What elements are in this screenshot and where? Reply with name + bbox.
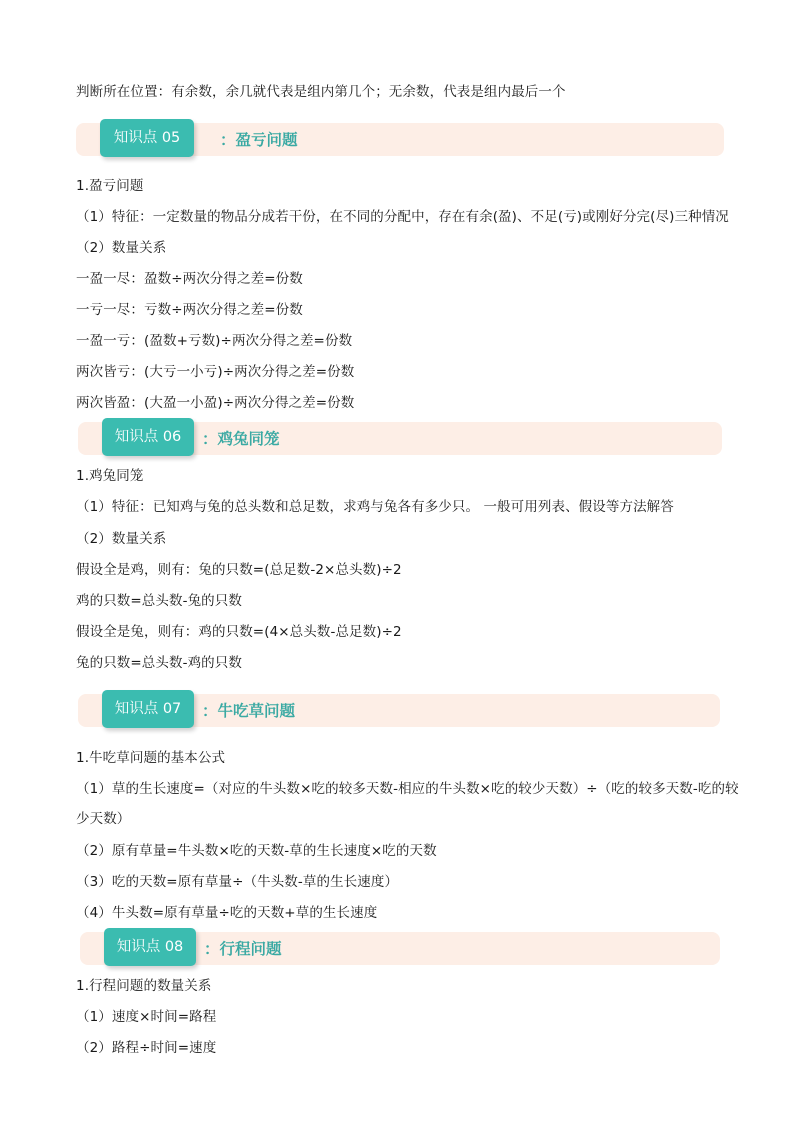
text-line: 1.盈亏问题	[76, 178, 144, 194]
text-line: （4）牛头数=原有草量÷吃的天数+草的生长速度	[76, 905, 378, 921]
section-header-08	[80, 932, 720, 965]
section-header-07	[78, 694, 720, 727]
text-line: 1.牛吃草问题的基本公式	[76, 750, 226, 766]
text-line: 少天数）	[76, 811, 131, 827]
text-line: （1）草的生长速度=（对应的牛头数×吃的较多天数-相应的牛头数×吃的较少天数）÷（吃的较多天数-吃的较	[76, 781, 739, 797]
text-line: 一亏一尽：亏数÷两次分得之差=份数	[76, 302, 303, 318]
text-line: （1）特征：已知鸡与兔的总头数和总足数，求鸡与兔各有多少只。 一般可用列表、假设等方法解答	[76, 499, 674, 515]
section-tag-08: 知识点 08	[104, 928, 196, 966]
text-line: 1.鸡兔同笼	[76, 468, 144, 484]
section-header-06	[78, 422, 722, 455]
text-line: （2）原有草量=牛头数×吃的天数-草的生长速度×吃的天数	[76, 843, 437, 859]
text-line: 一盈一尽：盈数÷两次分得之差=份数	[76, 271, 303, 287]
text-line: 一盈一亏：(盈数+亏数)÷两次分得之差=份数	[76, 333, 353, 349]
text-line: （2）数量关系	[76, 240, 167, 256]
section-tag-06: 知识点 06	[102, 418, 194, 456]
section-title-05: ：盈亏问题	[220, 131, 298, 149]
text-line: 假设全是兔，则有：鸡的只数=(4×总头数-总足数)÷2	[76, 624, 402, 640]
section-tag-05: 知识点 05	[100, 119, 194, 157]
section-title-07: ：牛吃草问题	[202, 702, 296, 720]
text-line: （1）特征：一定数量的物品分成若干份，在不同的分配中，存在有余(盈)、不足(亏)或刚好分完(尽)三种情况	[76, 209, 729, 225]
text-line: 假设全是鸡，则有：兔的只数=(总足数-2×总头数)÷2	[76, 562, 402, 578]
text-line: 1.行程问题的数量关系	[76, 978, 212, 994]
section-header-05	[76, 123, 724, 156]
text-line: 兔的只数=总头数-鸡的只数	[76, 655, 242, 671]
section-title-08: ：行程问题	[204, 940, 282, 958]
text-line: （1）速度×时间=路程	[76, 1009, 217, 1025]
intro-text: 判断所在位置：有余数，余几就代表是组内第几个；无余数，代表是组内最后一个	[76, 84, 566, 100]
section-title-06: ：鸡兔同笼	[202, 430, 280, 448]
section-tag-07: 知识点 07	[102, 690, 194, 728]
text-line: 鸡的只数=总头数-兔的只数	[76, 593, 242, 609]
text-line: 两次皆盈：(大盈一小盈)÷两次分得之差=份数	[76, 395, 355, 411]
text-line: （2）路程÷时间=速度	[76, 1040, 217, 1056]
text-line: 两次皆亏：(大亏一小亏)÷两次分得之差=份数	[76, 364, 355, 380]
text-line: （2）数量关系	[76, 531, 167, 547]
text-line: （3）吃的天数=原有草量÷（牛头数-草的生长速度）	[76, 874, 399, 890]
